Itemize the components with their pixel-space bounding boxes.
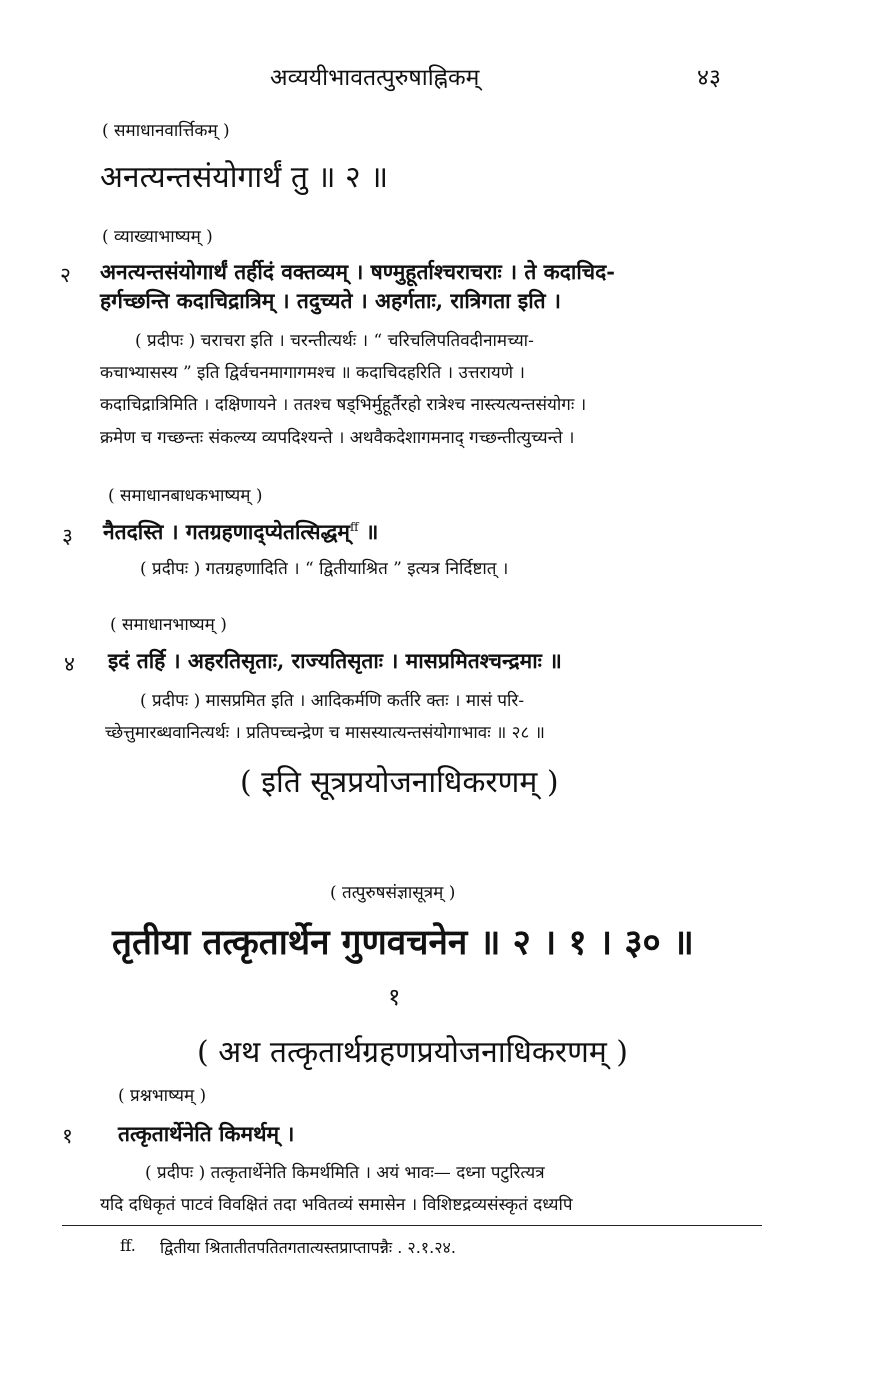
sutra-label: ( तत्पुरुषसंज्ञासूत्रम् ) [330, 883, 456, 903]
section-label: ( व्याख्याभाष्यम् ) [102, 227, 213, 247]
bhashya-line: इदं तर्हि । अहरतिसृताः, राज्यतिसृताः । मासप्रमितश्चन्द्रमाः ॥ [108, 648, 562, 673]
pradipa-line: ( प्रदीपः ) तत्कृतार्थेनेति किमर्थमिति । अयं भावः— दध्ना पटुरित्यत्र [145, 1163, 545, 1183]
pradipa-line: ( प्रदीपः ) मासप्रमित इति । आदिकर्मणि कर्तरि क्तः । मासं परि- [140, 691, 525, 711]
paragraph-number: ३ [62, 524, 73, 548]
sutra-heading: तृतीया तत्कृतार्थेन गुणवचनेन ॥ २ । १ । ३० ॥ [112, 922, 694, 963]
section-label: ( समाधानभाष्यम् ) [110, 615, 227, 635]
bhashya-line: अनत्यन्तसंयोगार्थं तर्हीदं वक्तव्यम् । षण्मुहूर्ताश्चराचराः । ते कदाचिद- [100, 259, 615, 284]
paragraph-number: २ [60, 263, 71, 287]
vartika-text: अनत्यन्तसंयोगार्थं तु ॥ २ ॥ [100, 160, 389, 195]
bhashya-line: हर्गच्छन्ति कदाचिद्रात्रिम् । तदुच्यते । अहर्गताः, रात्रिगता इति । [100, 288, 561, 313]
footnote-text: द्वितीया श्रितातीतपतितगतात्यस्तप्राप्तापन्नैः . २.१.२४. [160, 1238, 456, 1257]
pradipa-line: यदि दधिकृतं पाटवं विवक्षितं तदा भवितव्यं समासेन । विशिष्टद्रव्यसंस्कृतं दध्यपि [100, 1195, 573, 1215]
paragraph-number: १ [62, 1124, 73, 1148]
bhashya-end: ॥ [358, 519, 379, 544]
bhashya-text: नैतदस्ति । गतग्रहणाद्प्येतत्सिद्धम् [103, 519, 350, 544]
running-header: अव्ययीभावतत्पुरुषाह्निकम् [270, 65, 480, 91]
sutra-section-number: १ [388, 983, 401, 1011]
bhashya-line [103, 518, 378, 546]
pradipa-line: ( प्रदीपः ) गतग्रहणादिति । “ द्वितीयाश्रित ” इत्यत्र निर्दिष्टात् । [140, 559, 509, 579]
pradipa-line: कदाचिद्रात्रिमिति । दक्षिणायने । ततश्च षड्भिर्मुहूर्तैरहो रात्रेश्च नास्त्यत्यन्तसंयोगः । [100, 395, 587, 415]
closing-heading: ( इति सूत्रप्रयोजनाधिकरणम् ) [240, 765, 559, 800]
pradipa-line: च्छेत्तुमारब्धवानित्यर्थः । प्रतिपच्चन्द्रेण च मासस्यात्यन्तसंयोगाभावः ॥ २८ ॥ [105, 723, 545, 743]
adhikarana-heading: ( अथ तत्कृतार्थग्रहणप्रयोजनाधिकरणम् ) [197, 1035, 629, 1070]
pradipa-line: कचाभ्यासस्य ” इति द्विर्वचनमागागमश्च ॥ कदाचिदहरिति । उत्तरायणे । [100, 363, 525, 383]
section-label: ( समाधानबाधकभाष्यम् ) [108, 486, 263, 506]
bhashya-line: तत्कृतार्थेनेति किमर्थम् । [118, 1121, 295, 1146]
pradipa-line: क्रमेण च गच्छन्तः संकल्य्य व्यपदिश्यन्ते । अथवैकदेशागमनाद् गच्छन्तीत्युच्यन्ते । [100, 428, 575, 448]
footnote-marker: ff [349, 520, 359, 534]
section-label: ( समाधानवार्त्तिकम् ) [102, 121, 230, 141]
page-number: ४३ [697, 65, 721, 91]
footnote-divider [62, 1225, 762, 1226]
paragraph-number: ४ [64, 652, 75, 676]
pradipa-line: ( प्रदीपः ) चराचरा इति । चरन्तीत्यर्थः । “ चरिचलिपतिवदीनामच्या- [135, 331, 534, 351]
footnote-mark: ff. [120, 1236, 136, 1255]
section-label: ( प्रश्नभाष्यम् ) [118, 1086, 207, 1106]
